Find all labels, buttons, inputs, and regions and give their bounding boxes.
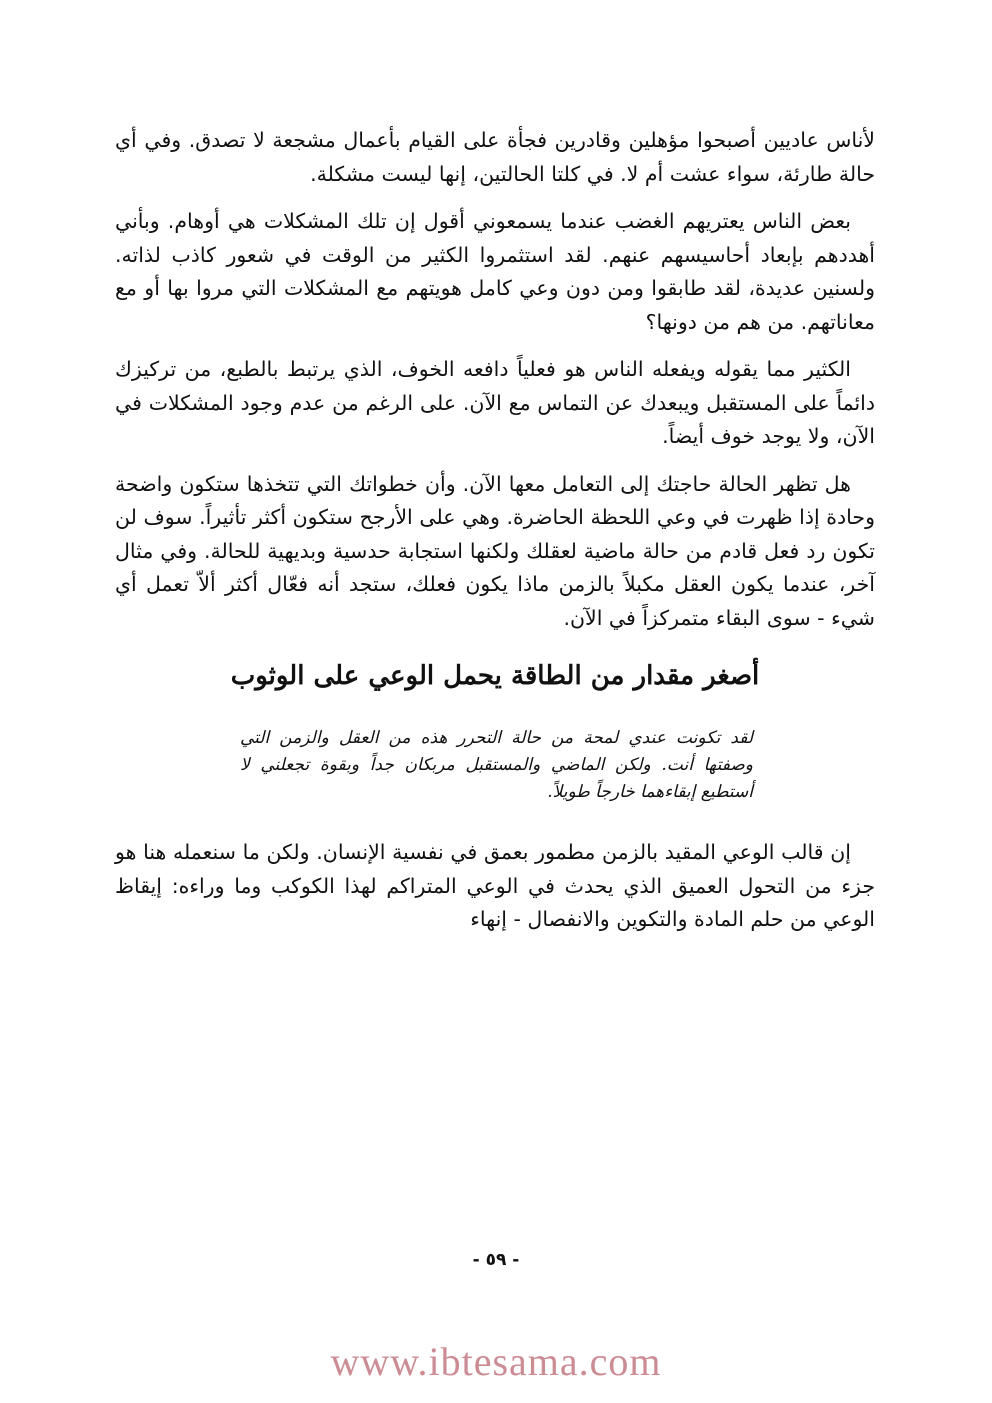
paragraph-2: بعض الناس يعتريهم الغضب عندما يسمعوني أقول إن تلك المشكلات هي أوهام. وبأني أهددهم بإبعاد أحاسيسهم عنهم. لقد استثمروا الكثير من الوقت في شعور كاذب لذاته. ولسنين عديدة، لقد طابقوا ومن دون وعي كامل هويتهم مع المشكلات التي مروا بها أو مع معاناتهم. من هم من دونها؟ bbox=[115, 209, 875, 334]
paragraph-4: هل تظهر الحالة حاجتك إلى التعامل معها الآن. وأن خطواتك التي تتخذها ستكون واضحة وحادة إذا ظهرت في وعي اللحظة الحاضرة. وهي على الأرجح ستكون أكثر تأثيراً. سوف لن تكون رد فعل قادم من حالة ماضية لعقلك ولكنها استجابة حدسية وبديهية للحالة. وفي مثال آخر، عندما يكون العقل مكبلاً بالزمن ماذا يكون فعلك، ستجد أنه فعّال أكثر ألاّ تعمل أي شيء - سوى البقاء متمركزاً في الآن. bbox=[115, 471, 875, 630]
section-quote: لقد تكونت عندي لمحة من حالة التحرر هذه من العقل والزمن التي وصفتها أنت. ولكن الماضي والمستقبل مربكان جداً وبقوة تجعلني لا أستطيع إبقاءهما خارجاً طويلاً. bbox=[240, 728, 753, 802]
page-number: - ٥٩ - bbox=[472, 1250, 520, 1270]
paragraph-3: الكثير مما يقوله ويفعله الناس هو فعلياً دافعه الخوف، الذي يرتبط بالطبع، من تركيزك دائماً على المستقبل ويبعدك عن التماس مع الآن. على الرغم من عدم وجود المشكلات في الآن، ولا يوجد خوف أيضاً. bbox=[115, 357, 875, 448]
page-content bbox=[115, 124, 875, 951]
watermark: www.ibtesama.com bbox=[330, 1339, 662, 1384]
section-heading: أصغر مقدار من الطاقة يحمل الوعي على الوثوب bbox=[230, 661, 760, 691]
paragraph-1: لأناس عاديين أصبحوا مؤهلين وقادرين فجأة على القيام بأعمال مشجعة لا تصدق. وفي أي حالة طارئة، سواء عشت أم لا. في كلتا الحالتين، إنها ليست مشكلة. bbox=[115, 128, 875, 186]
paragraph-5: إن قالب الوعي المقيد بالزمن مطمور بعمق في نفسية الإنسان. ولكن ما سنعمله هنا هو جزء من التحول العميق الذي يحدث في الوعي المتراكم لهذا الكوكب وما وراءه: إيقاظ الوعي من حلم المادة والتكوين والانفصال - إنهاء bbox=[115, 840, 875, 931]
